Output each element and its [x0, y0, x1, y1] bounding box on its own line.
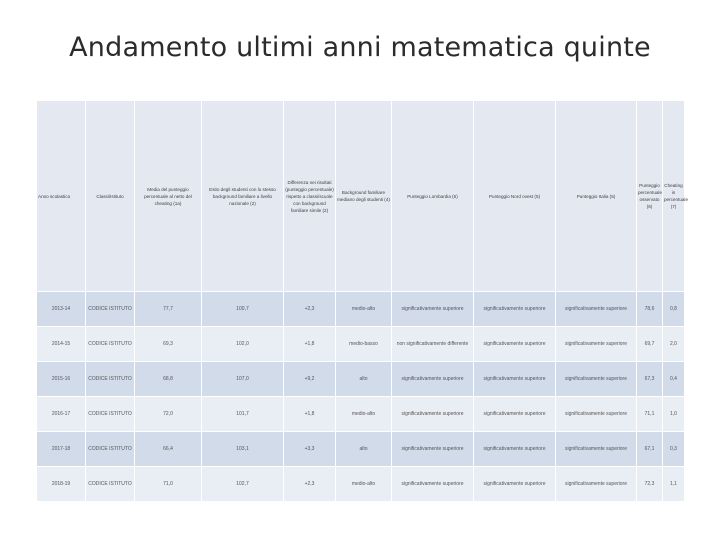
table-cell: significativamente superiore	[556, 362, 637, 397]
header-cell: Cheating in percentuale (7)	[663, 101, 685, 292]
table-cell: 102,7	[202, 467, 284, 502]
table-cell: 100,7	[202, 292, 284, 327]
table-cell: significativamente superiore	[474, 397, 556, 432]
header-cell: Anno scolastico	[37, 101, 86, 292]
table-cell: 67,1	[637, 432, 663, 467]
table-cell: CODICE ISTITUTO	[86, 467, 135, 502]
table-cell: CODICE ISTITUTO	[86, 397, 135, 432]
table-cell: CODICE ISTITUTO	[86, 292, 135, 327]
table-cell: significativamente superiore	[474, 432, 556, 467]
header-cell: Background familiare mediano degli studenti (4)	[336, 101, 392, 292]
table-cell: 78,6	[637, 292, 663, 327]
table-cell: 67,3	[637, 362, 663, 397]
table-row	[37, 397, 685, 432]
table-cell: 107,0	[202, 362, 284, 397]
table-cell: 0,4	[663, 362, 685, 397]
table-cell: significativamente superiore	[392, 292, 474, 327]
results-table-container	[36, 100, 689, 500]
table-row	[37, 467, 685, 502]
table-cell: significativamente superiore	[474, 362, 556, 397]
table-cell: +1,8	[284, 327, 336, 362]
header-cell: Differenza nei risultati (punteggio percentuale) rispetto a classi/scuole con background familiare simile (2)	[284, 101, 336, 292]
table-cell: 0,3	[663, 432, 685, 467]
table-cell: 71,1	[637, 397, 663, 432]
header-cell: Punteggio Italia (5)	[556, 101, 637, 292]
header-cell: Esito degli studenti con lo stesso background familiare a livello nazionale (2)	[202, 101, 284, 292]
table-cell: +2,3	[284, 467, 336, 502]
table-row	[37, 362, 685, 397]
table-cell: significativamente superiore	[556, 292, 637, 327]
table-cell: significativamente superiore	[392, 362, 474, 397]
table-cell: +2,3	[284, 292, 336, 327]
table-cell: 72,0	[135, 397, 202, 432]
table-cell: 77,7	[135, 292, 202, 327]
table-cell: 66,4	[135, 432, 202, 467]
table-cell: 2013-14	[37, 292, 86, 327]
table-cell: +1,8	[284, 397, 336, 432]
header-cell: Punteggio Nord ovest (5)	[474, 101, 556, 292]
table-cell: 1,0	[663, 397, 685, 432]
table-cell: 101,7	[202, 397, 284, 432]
table-cell: alto	[336, 362, 392, 397]
table-cell: 103,1	[202, 432, 284, 467]
table-cell: 1,1	[663, 467, 685, 502]
table-cell: significativamente superiore	[556, 432, 637, 467]
table-cell: 0,8	[663, 292, 685, 327]
table-row	[37, 432, 685, 467]
slide-title: Andamento ultimi anni matematica quinte	[69, 32, 651, 63]
table-cell: 71,0	[135, 467, 202, 502]
table-cell: CODICE ISTITUTO	[86, 432, 135, 467]
header-cell: Media del punteggio percentuale al netto del cheating (1a)	[135, 101, 202, 292]
table-cell: significativamente superiore	[392, 432, 474, 467]
table-cell: 68,8	[135, 362, 202, 397]
table-cell: significativamente superiore	[392, 397, 474, 432]
table-cell: significativamente superiore	[474, 327, 556, 362]
table-cell: non significativamente differente	[392, 327, 474, 362]
table-cell: significativamente superiore	[474, 467, 556, 502]
table-cell: 72,3	[637, 467, 663, 502]
table-cell: medio-alto	[336, 397, 392, 432]
table-cell: 69,7	[637, 327, 663, 362]
table-cell: medio-alto	[336, 467, 392, 502]
header-row	[37, 101, 685, 292]
table-cell: CODICE ISTITUTO	[86, 362, 135, 397]
table-cell: significativamente superiore	[474, 292, 556, 327]
header-cell: Punteggio percentuale osservato (6)	[637, 101, 663, 292]
table-cell: significativamente superiore	[556, 327, 637, 362]
table-cell: 2,0	[663, 327, 685, 362]
table-cell: alto	[336, 432, 392, 467]
table-cell: 69,3	[135, 327, 202, 362]
table-row	[37, 327, 685, 362]
table-cell: medio-basso	[336, 327, 392, 362]
table-cell: 2015-16	[37, 362, 86, 397]
table-cell: 2014-15	[37, 327, 86, 362]
table-row	[37, 292, 685, 327]
header-cell: Classi/Istituto	[86, 101, 135, 292]
table-cell: 2018-19	[37, 467, 86, 502]
header-cell: Punteggio Lombardia (5)	[392, 101, 474, 292]
table-cell: CODICE ISTITUTO	[86, 327, 135, 362]
results-table	[36, 100, 689, 502]
table-cell: significativamente superiore	[556, 467, 637, 502]
table-cell: +9,2	[284, 362, 336, 397]
table-cell: +3,3	[284, 432, 336, 467]
table-cell: medio-alto	[336, 292, 392, 327]
table-cell: significativamente superiore	[556, 397, 637, 432]
table-cell: 102,0	[202, 327, 284, 362]
table-cell: 2017-18	[37, 432, 86, 467]
table-cell: 2016-17	[37, 397, 86, 432]
table-cell: significativamente superiore	[392, 467, 474, 502]
